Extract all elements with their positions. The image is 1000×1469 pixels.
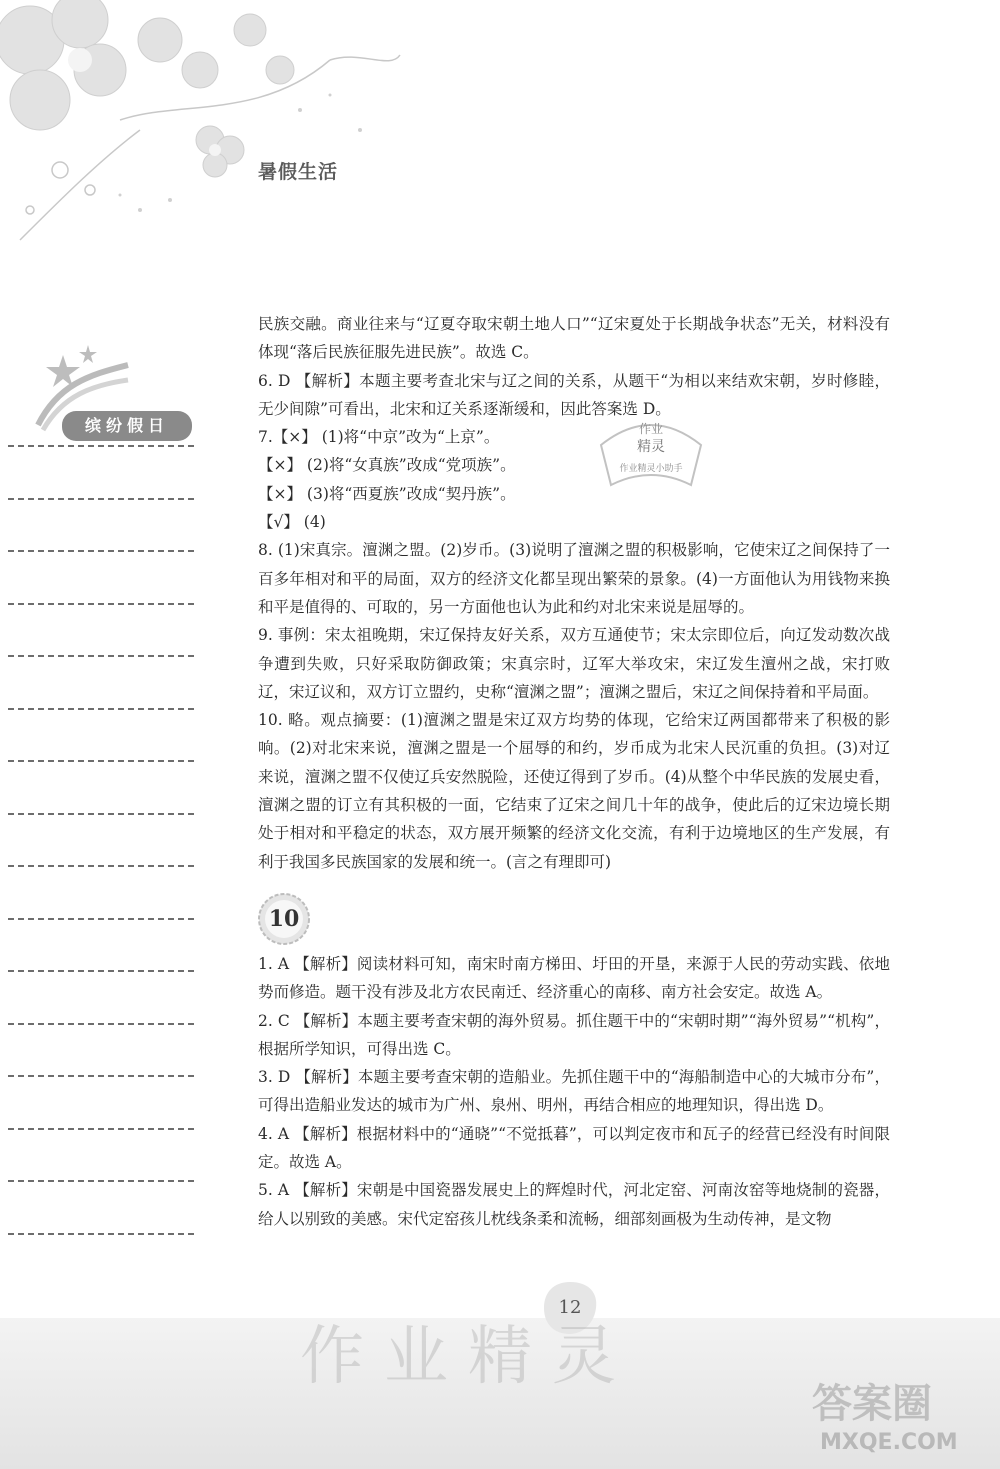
note-line <box>8 498 194 500</box>
answer-paragraph: 7.【×】 (1)将“中京”改为“上京”。 <box>258 428 500 447</box>
note-line <box>8 865 194 867</box>
answer-paragraph: 【×】 (3)将“西夏族”改成“契丹族”。 <box>258 484 516 503</box>
watermark-text: 作业精灵 <box>300 1320 636 1394</box>
answer-paragraph: 【×】 (2)将“女真族”改成“党项族”。 <box>258 456 516 475</box>
answer-paragraph: 【√】 (4) <box>258 513 326 532</box>
stamp-graphic <box>595 405 707 491</box>
sidebar-label: 缤纷假日 <box>84 416 169 435</box>
note-line <box>8 550 194 552</box>
answer-paragraph: 5. A 【解析】宋朝是中国瓷器发展史上的辉煌时代，河北定窑、河南汝窑等地烧制的瓷器，给人以别致的美感。宋代定窑孩儿枕线条柔和流畅，细部刻画极为生动传神，是文物 <box>258 1181 890 1228</box>
note-line <box>8 1075 194 1077</box>
stamp-line2: 精灵 <box>637 439 665 455</box>
answer-paragraph: 4. A 【解析】根据材料中的“通晓”“不觉抵暮”，可以判定夜市和瓦子的经营已经没有时间限定。故选 A。 <box>258 1124 890 1172</box>
note-line <box>8 708 194 710</box>
page-number: 12 <box>558 1297 582 1318</box>
answer-paragraph: 10. 略。观点摘要：(1)澶渊之盟是宋辽双方均势的体现，它给宋辽两国都带来了积极的影响。(2)对北宋来说，澶渊之盟是一个屈辱的和约，岁币成为北宋人民沉重的负担。(3)对辽来说，澶渊之盟不仅使辽兵安然脱险，还使辽得到了岁币。(4)从整个中华民族的发展史看，澶渊之盟的订立有其积极的一面，它结束了辽宋之间几十年的战争，使此后的辽宋边境长期处于相对和平稳定的状态，双方展开频繁的经济文化交流，有利于边境地区的生产发展，有利于我国多民族国家的发展和统一。(言之有理即可) <box>258 711 890 871</box>
note-line <box>8 918 194 920</box>
answer-paragraph: 6. D 【解析】本题主要考查北宋与辽之间的关系，从题干“为相以来结欢宋朝，岁时修睦，无少间隙”可看出，北宋和辽关系逐渐缓和，因此答案选 D。 <box>258 371 890 418</box>
answer-paragraph: 1. A 【解析】阅读材料可知，南宋时南方梯田、圩田的开垦，来源于人民的劳动实践、依地势而修造。题干没有涉及北方农民南迁、经济重心的南移、南方社会安定。故选 A。 <box>258 955 890 1002</box>
site-url: MXQE.COM <box>820 1430 958 1455</box>
note-line <box>8 1128 194 1130</box>
note-line <box>8 655 194 657</box>
header-title: 暑假生活 <box>258 161 339 183</box>
answer-block-2 <box>258 950 890 1233</box>
notes-lines <box>8 445 194 1285</box>
note-line <box>8 813 194 815</box>
note-line <box>8 1233 194 1235</box>
answer-block-1 <box>258 310 890 876</box>
answer-paragraph: 民族交融。商业往来与“辽夏夺取宋朝土地人口”“辽宋夏处于长期战争状态”无关，材料没有体现“落后民族征服先进民族”。故选 C。 <box>258 315 890 362</box>
stamp-line1: 作业 <box>638 422 664 436</box>
note-line <box>8 760 194 762</box>
answer-paragraph: 2. C 【解析】本题主要考查宋朝的海外贸易。抓住题干中的“宋朝时期”“海外贸易”“机构”，根据所学知识，可得出选 C。 <box>258 1011 890 1058</box>
section-number: 10 <box>268 906 300 932</box>
answer-paragraph: 8. (1)宋真宗。澶渊之盟。(2)岁币。(3)说明了澶渊之盟的积极影响，它使宋辽之间保持了一百多年相对和平的局面，双方的经济文化都呈现出繁荣的景象。(4)一方面他认为用钱物来换和平是值得的、可取的，另一方面他也认为此和约对北宋来说是屈辱的。 <box>258 541 890 616</box>
note-line <box>8 1180 194 1182</box>
answer-paragraph: 9. 事例：宋太祖晚期，宋辽保持友好关系，双方互通使节；宋太宗即位后，向辽发动数次战争遭到失败，只好采取防御政策；宋真宗时，辽军大举攻宋，宋辽发生澶州之战，宋打败辽，宋辽议和，双方订立盟约，史称“澶渊之盟”；澶渊之盟后，宋辽之间保持着和平局面。 <box>258 626 890 701</box>
floral-decoration <box>0 0 420 270</box>
site-logo: 答案圈 <box>812 1381 932 1427</box>
answer-paragraph: 3. D 【解析】本题主要考查宋朝的造船业。先抓住题干中的“海船制造中心的大城市分布”，可得出造船业发达的城市为广州、泉州、明州，再结合相应的地理知识，得出选 D。 <box>258 1068 890 1115</box>
note-line <box>8 970 194 972</box>
note-line <box>8 603 194 605</box>
stamp-line3: 作业精灵小助手 <box>619 464 683 474</box>
note-line <box>8 1023 194 1025</box>
note-line <box>8 445 194 447</box>
